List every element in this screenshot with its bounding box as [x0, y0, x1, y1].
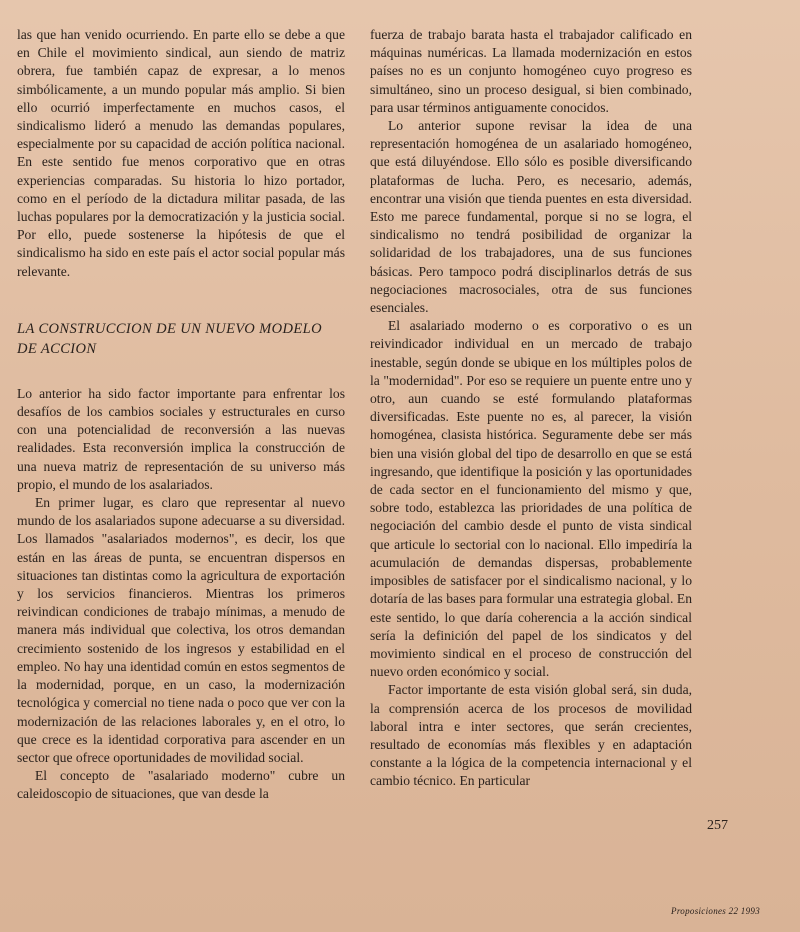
footer-journal: Proposiciones 22 1993: [671, 906, 760, 916]
right-column: [370, 26, 692, 791]
paragraph: Factor importante de esta visión global será, sin duda, la comprensión acerca de los procesos de movilidad laboral intra e inter sectores, que serán crecientes, resultado de economías más flexibles y en adaptación constante a la lógica de la competencia internacional y el cambio técnico. En particular: [370, 682, 692, 789]
page-number: 257: [707, 818, 728, 833]
left-column: [17, 26, 345, 804]
paragraph: Lo anterior ha sido factor importante para enfrentar los desafíos de los cambios sociales y estructurales en curso con una potencialidad de reconversión a las nuevas realidades. Esta reconversión implica la construcción de una nueva matriz de representación de su universo más propio, el mundo de los asalariados.: [17, 385, 345, 492]
paragraph: En primer lugar, es claro que representar al nuevo mundo de los asalariados supone adecuarse a su diversidad. Los llamados "asalariados modernos", es decir, los que están en las áreas de punta, se encuentran dispersos en situaciones tan distintas como la agricultura de exportación y los servicios financieros. Mientras los primeros reivindican condiciones de trabajo mínimas, a menudo de manera más individual que colectiva, los otros demandan crecimiento sostenido de los ingresos y estabilidad en el empleo. No hay una identidad común en estos segmentos de la modernidad, porque, en un caso, la modernización tecnológica y comercial no tiene nada o poco que ver con la modernización de las relaciones laborales y, en el otro, lo que crece es la identidad corporativa para ascender en un sector que ofrece oportunidades de movilidad social.: [17, 495, 345, 765]
section-heading: LA CONSTRUCCION DE UN NUEVO MODELO DE ACCION: [17, 320, 322, 357]
paragraph: Lo anterior supone revisar la idea de una representación homogénea de un asalariado homogéneo, que está diluyéndose. Ello sólo es posible diversificando plataformas de lucha. Pero, es necesario, además, encontrar una visión que tienda puentes en esta diversidad. Esto me parece fundamental, porque si no se logra, el sindicalismo no tendrá posibilidad de organizar la solidaridad de los trabajadores, una de sus funciones básicas. Pero tampoco podrá disciplinarlos detrás de sus negociaciones macrosociales, otra de sus funciones esenciales.: [370, 118, 692, 316]
paragraph: El asalariado moderno o es corporativo o es un reivindicador individual en un mercado de trabajo inestable, según donde se ubique en los múltiples polos de la "modernidad". Por eso se requiere un puente entre uno y otro, aun cuando se esté formulando plataformas diversificadas. Este puente no es, al parecer, la visión homogénea, clasista histórica. Seguramente debe ser más bien una visión global del tipo de desarrollo en que se está ingresando, que identifique la posición y las oportunidades de cada sector en el funcionamiento del mismo y que, sobre todo, establezca las prioridades de una política de negociación del cambio desde el punto de vista sindical que articule lo sectorial con lo nacional. Ello impediría la acumulación de demandas dispersas, probablemente imposibles de satisfacer por el sindicalismo nacional, y lo dotaría de las bases para formular una estrategia global. En este sentido, lo que daría coherencia a la acción sindical sería la definición del papel de los sindicatos y del movimiento sindical en el proceso de construcción del nuevo orden económico y social.: [370, 318, 692, 680]
paragraph-continued: fuerza de trabajo barata hasta el trabajador calificado en máquinas numéricas. La llamada modernización en estos países no es un conjunto homogéneo cuyo progreso es simultáneo, sino un proceso desigual, si bien combinado, para usar términos antiguamente conocidos.: [370, 27, 692, 115]
paragraph-intro: las que han venido ocurriendo. En parte ello se debe a que en Chile el movimiento sindical, aun siendo de matriz obrera, fue también capaz de expresar, a lo menos simbólicamente, a un mundo popular más amplio. Si bien ello ocurrió imperfectamente en muchos casos, el sindicalismo lideró a menudo las demandas populares, especialmente por su capacidad de acción política nacional. En este sentido fue menos corporativo que en otras experiencias comparadas. Su historia lo hizo portador, como en el período de la dictadura militar pasada, de las luchas populares por la democratización y la justicia social. Por ello, puede sostenerse la hipótesis de que el sindicalismo ha sido en este país el actor social popular más relevante.: [17, 27, 345, 279]
paragraph: El concepto de "asalariado moderno" cubre un caleidoscopio de situaciones, que van desde la: [17, 768, 345, 802]
